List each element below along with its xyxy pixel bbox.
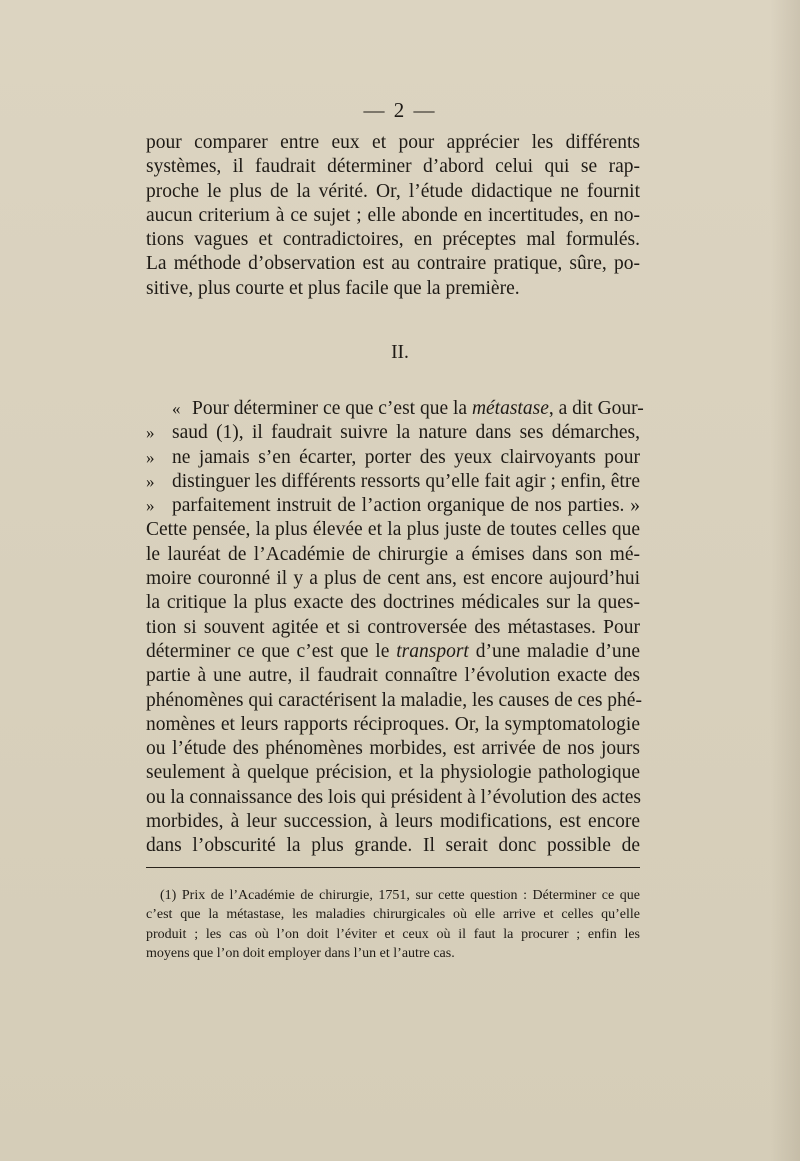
footnote-line: c’est que la métastase, les maladies chirurgicales où elle arrive et celles qu’elle	[146, 907, 640, 923]
quote-text: , a dit Gour-	[548, 398, 644, 419]
quote-line	[146, 494, 640, 518]
footnote-rule	[146, 867, 640, 868]
quote-line	[146, 397, 644, 421]
section-heading: II.	[391, 342, 409, 363]
text-line: aucun criterium à ce sujet ; elle abonde en incertitudes, en no-	[146, 204, 640, 226]
text-line: nomènes et leurs rapports réciproques. Or, la symptomatologie	[146, 713, 640, 735]
text-line: La méthode d’observation est au contraire pratique, sûre, po-	[146, 253, 640, 275]
footnote-line: moyens que l’on doit employer dans l’un et l’autre cas.	[146, 945, 455, 961]
quote-text: Pour déterminer ce que c’est que la	[192, 398, 472, 419]
text-line: la critique la plus exacte des doctrines médicales sur la ques-	[146, 592, 640, 614]
opening-paragraph	[146, 131, 640, 301]
text-line: tion si souvent agitée et si controversée des métastases. Pour	[146, 616, 640, 638]
quote-text: saud (1), il faudrait suivre la nature dans ses démarches,	[172, 422, 640, 444]
text-segment: d’une maladie d’une	[468, 640, 640, 662]
text-segment: déterminer ce que c’est que le	[146, 640, 397, 662]
quote-text: distinguer les différents ressorts qu’elle fait agir ; enfin, être	[172, 470, 640, 492]
text-line: seulement à quelque précision, et la physiologie pathologique	[146, 762, 640, 784]
text-line: ou la connaissance des lois qui président à l’évolution des actes	[146, 786, 641, 808]
text-line: Cette pensée, la plus élevée et la plus juste de toutes celles que	[146, 519, 640, 541]
main-paragraph	[146, 397, 644, 859]
emphasis-transport: transport	[396, 640, 469, 662]
page-number: — 2 —	[363, 98, 437, 122]
text-line: phénomènes qui caractérisent la maladie, les causes de ces phé-	[146, 689, 642, 711]
text-line: morbides, à leur succession, à leurs modifications, est encore	[146, 811, 640, 833]
text-line: le lauréat de l’Académie de chirurgie a émises dans son mé-	[146, 543, 640, 565]
close-guillemet: »	[146, 496, 155, 516]
text-line: sitive, plus courte et plus facile que la première.	[146, 277, 520, 299]
text-line: partie à une autre, il faudrait connaître l’évolution exacte des	[146, 665, 640, 687]
text-line: ou l’étude des phénomènes morbides, est arrivée de nos jours	[146, 738, 640, 760]
quote-text: parfaitement instruit de l’action organique de nos parties. »	[172, 495, 640, 517]
text-line: proche le plus de la vérité. Or, l’étude didactique ne fournit	[146, 180, 640, 202]
quote-line	[146, 421, 640, 445]
close-guillemet: »	[146, 471, 155, 491]
footnote-line: (1) Prix de l’Académie de chirurgie, 1751, sur cette question : Déterminer ce que	[160, 888, 640, 903]
text-line: moire couronné il y a plus de cent ans, est encore aujourd’hui	[146, 568, 640, 590]
close-guillemet: »	[146, 423, 155, 443]
footnote-line: produit ; les cas où l’on doit l’éviter et ceux où il faut la procurer ; enfin les	[146, 926, 640, 942]
footnote	[146, 886, 640, 963]
text-line: pour comparer entre eux et pour apprécier les différents	[146, 132, 640, 153]
open-guillemet: «	[172, 399, 181, 418]
emphasis-metastase: métastase	[471, 398, 549, 419]
text-line: dans l’obscurité la plus grande. Il serait donc possible de	[146, 835, 640, 857]
quote-line	[146, 470, 640, 494]
quote-line	[146, 446, 640, 470]
text-line	[146, 640, 640, 664]
text-line: tions vagues et contradictoires, en préceptes mal formulés.	[146, 229, 640, 251]
quote-text: ne jamais s’en écarter, porter des yeux clairvoyants pour	[172, 446, 640, 468]
close-guillemet: »	[146, 447, 155, 467]
text-line: systèmes, il faudrait déterminer d’abord celui qui se rap-	[146, 156, 640, 178]
